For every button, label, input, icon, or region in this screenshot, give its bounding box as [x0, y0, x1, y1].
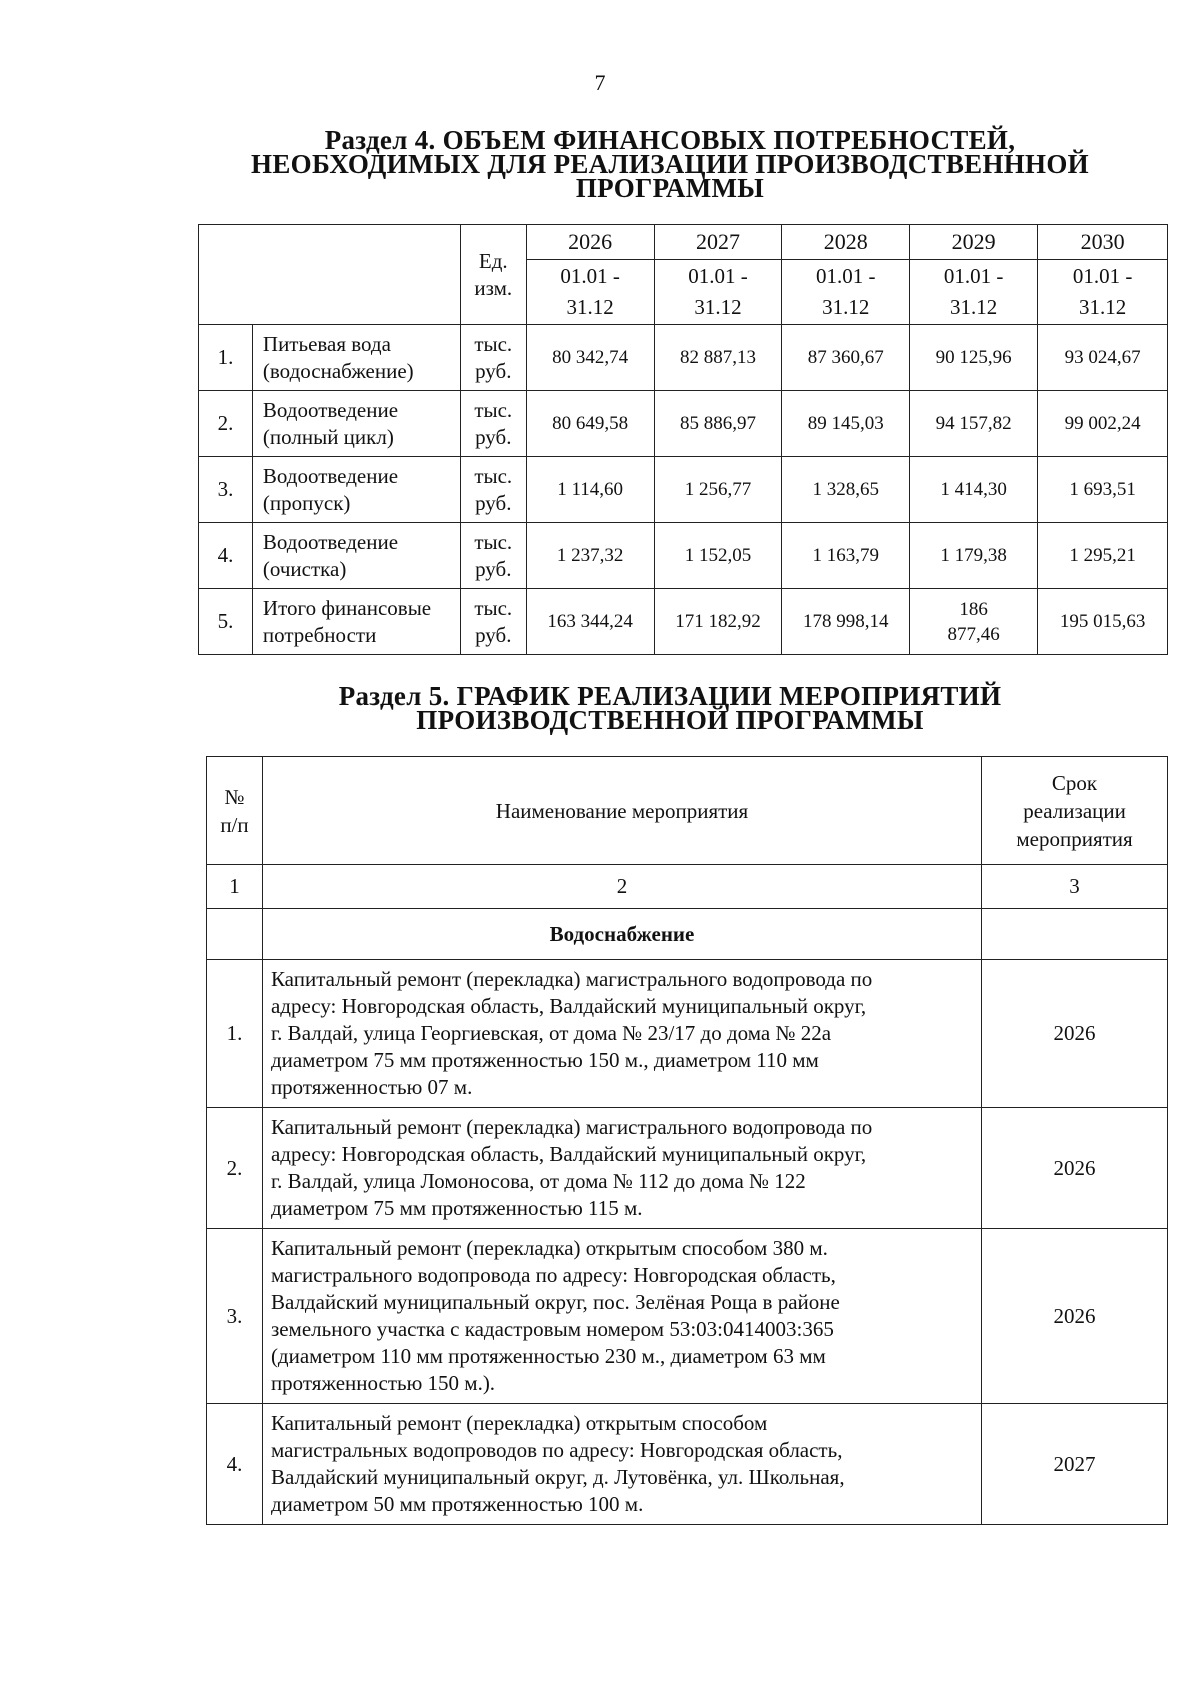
group-label: Водоснабжение: [262, 909, 981, 960]
row-value: 1 163,79: [782, 523, 910, 589]
row-name: Питьевая вода (водоснабжение): [252, 325, 460, 391]
item-year: 2026: [982, 1108, 1168, 1229]
row-value: 178 998,14: [782, 589, 910, 655]
section5-title-line: Раздел 5. ГРАФИК РЕАЛИЗАЦИИ МЕРОПРИЯТИЙ: [338, 681, 1002, 711]
row-value: 1 179,38: [910, 523, 1038, 589]
col-header-name: Наименование мероприятия: [262, 757, 981, 865]
implementation-schedule-table: [206, 756, 1168, 1525]
row-name: Водоотведение (очистка): [252, 523, 460, 589]
table-row: [199, 589, 1168, 655]
table-row: [199, 457, 1168, 523]
row-value: 90 125,96: [910, 325, 1038, 391]
item-number: 3.: [207, 1229, 263, 1404]
row-unit: тыс. руб.: [460, 391, 526, 457]
row-value: 80 649,58: [526, 391, 654, 457]
item-number: 2.: [207, 1108, 263, 1229]
index-cell: 2: [262, 865, 981, 909]
row-value: 195 015,63: [1038, 589, 1168, 655]
item-description: Капитальный ремонт (перекладка) открытым способом магистральных водопроводов по адресу: Новгородская область, Валдайский муниципальный округ, д. Лутовёнка, ул. Школьная, диаметром 50 мм протяженностью 100 м.: [262, 1404, 981, 1525]
row-value: 1 152,05: [654, 523, 782, 589]
row-unit: тыс. руб.: [460, 325, 526, 391]
empty-cell: [982, 909, 1168, 960]
section4-title-line: НЕОБХОДИМЫХ ДЛЯ РЕАЛИЗАЦИИ ПРОИЗВОДСТВЕНННОЙ: [251, 149, 1089, 179]
index-cell: 3: [982, 865, 1168, 909]
row-unit: тыс. руб.: [460, 589, 526, 655]
row-value: 1 237,32: [526, 523, 654, 589]
period-header: 01.01 - 31.12: [526, 260, 654, 325]
item-description: Капитальный ремонт (перекладка) магистрального водопровода по адресу: Новгородская область, Валдайский муниципальный округ, г. Валдай, улица Георгиевская, от дома № 23/17 до дома № 22а диаметром 75 мм протяженностью 150 м., диаметром 110 мм протяженностью 07 м.: [262, 960, 981, 1108]
row-value: 99 002,24: [1038, 391, 1168, 457]
table-row: [207, 1229, 1168, 1404]
financial-needs-table: [198, 224, 1168, 655]
row-value: 1 256,77: [654, 457, 782, 523]
row-number: 1.: [199, 325, 253, 391]
row-unit: тыс. руб.: [460, 523, 526, 589]
item-year: 2026: [982, 960, 1168, 1108]
section4-title-line: ПРОГРАММЫ: [575, 173, 765, 203]
row-name: Итого финансовые потребности: [252, 589, 460, 655]
period-header: 01.01 - 31.12: [910, 260, 1038, 325]
row-value: 163 344,24: [526, 589, 654, 655]
row-number: 3.: [199, 457, 253, 523]
year-header: 2027: [654, 225, 782, 260]
section4-title-line: Раздел 4. ОБЪЕМ ФИНАНСОВЫХ ПОТРЕБНОСТЕЙ,: [324, 125, 1016, 155]
unit-header-line: Ед.: [478, 248, 508, 273]
section4-title: [190, 125, 1150, 203]
row-value: 1 295,21: [1038, 523, 1168, 589]
row-number: 5.: [199, 589, 253, 655]
row-value: 87 360,67: [782, 325, 910, 391]
table-row: [207, 1108, 1168, 1229]
col-header-number: № п/п: [207, 757, 263, 865]
row-value: 93 024,67: [1038, 325, 1168, 391]
row-value: 82 887,13: [654, 325, 782, 391]
year-header: 2030: [1038, 225, 1168, 260]
empty-header-cell: [199, 225, 461, 325]
row-value: 1 414,30: [910, 457, 1038, 523]
row-value: 1 693,51: [1038, 457, 1168, 523]
item-description: Капитальный ремонт (перекладка) открытым способом 380 м. магистрального водопровода по адресу: Новгородская область, Валдайский муниципальный округ, пос. Зелёная Роща в районе земельного участка с кадастровым номером 53:03:0414003:365 (диаметром 110 мм протяженностью 230 м., диаметром 63 мм протяженностью 150 м.).: [262, 1229, 981, 1404]
table-row: [199, 523, 1168, 589]
item-year: 2026: [982, 1229, 1168, 1404]
col-header-term: Срок реализации мероприятия: [982, 757, 1168, 865]
table-row: [199, 391, 1168, 457]
period-header: 01.01 - 31.12: [1038, 260, 1168, 325]
year-header: 2029: [910, 225, 1038, 260]
row-name: Водоотведение (пропуск): [252, 457, 460, 523]
item-number: 4.: [207, 1404, 263, 1525]
empty-cell: [207, 909, 263, 960]
unit-header: [460, 225, 526, 325]
year-header: 2028: [782, 225, 910, 260]
row-value: 89 145,03: [782, 391, 910, 457]
row-value: 186 877,46: [910, 589, 1038, 655]
row-name: Водоотведение (полный цикл): [252, 391, 460, 457]
item-description: Капитальный ремонт (перекладка) магистрального водопровода по адресу: Новгородская область, Валдайский муниципальный округ, г. Валдай, улица Ломоносова, от дома № 112 до дома № 122 диаметром 75 мм протяженностью 115 м.: [262, 1108, 981, 1229]
row-value: 1 328,65: [782, 457, 910, 523]
table-row: [199, 325, 1168, 391]
period-header: 01.01 - 31.12: [782, 260, 910, 325]
row-unit: тыс. руб.: [460, 457, 526, 523]
page-number: 7: [594, 70, 606, 95]
table-row: [207, 1404, 1168, 1525]
year-header: 2026: [526, 225, 654, 260]
section5-title-line: ПРОИЗВОДСТВЕННОЙ ПРОГРАММЫ: [416, 705, 924, 735]
row-value: 171 182,92: [654, 589, 782, 655]
item-year: 2027: [982, 1404, 1168, 1525]
row-value: 1 114,60: [526, 457, 654, 523]
unit-header-line: изм.: [474, 275, 513, 300]
item-number: 1.: [207, 960, 263, 1108]
row-value: 80 342,74: [526, 325, 654, 391]
row-number: 2.: [199, 391, 253, 457]
row-number: 4.: [199, 523, 253, 589]
row-value: 94 157,82: [910, 391, 1038, 457]
period-header: 01.01 - 31.12: [654, 260, 782, 325]
index-cell: 1: [207, 865, 263, 909]
row-value: 85 886,97: [654, 391, 782, 457]
section5-title: [190, 681, 1150, 735]
table-row: [207, 960, 1168, 1108]
